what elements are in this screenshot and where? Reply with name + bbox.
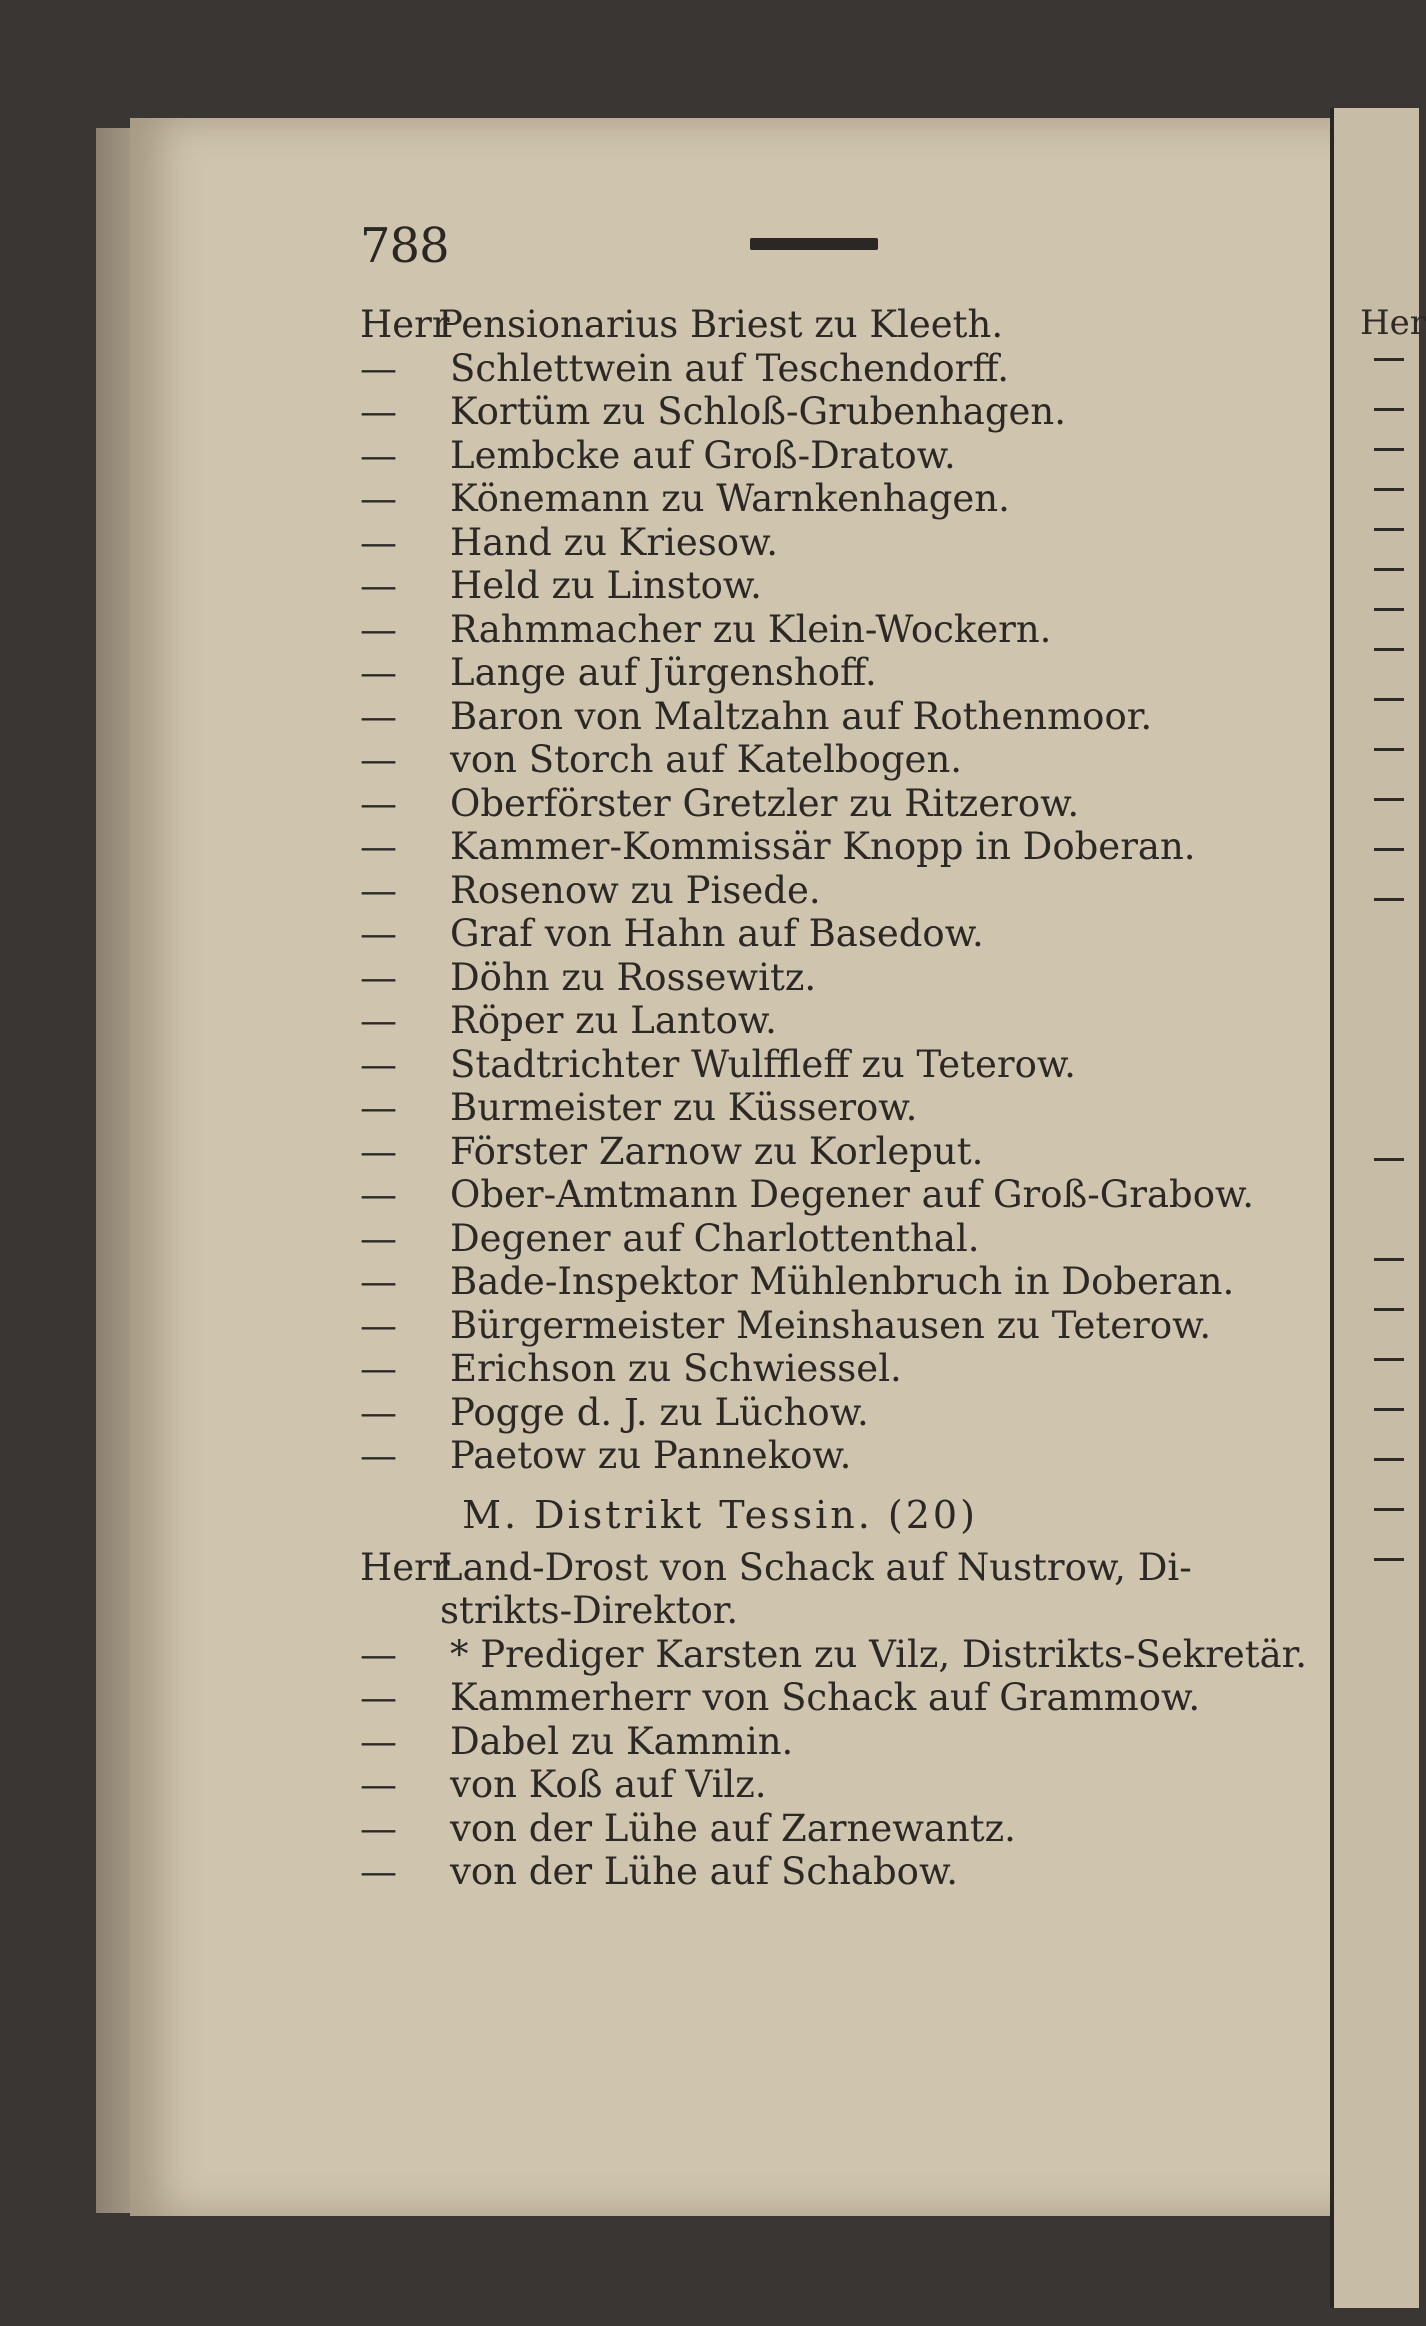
adjacent-dash — [1374, 1358, 1404, 1361]
adjacent-dash — [1374, 1508, 1404, 1511]
entry-prefix: — — [360, 825, 397, 868]
entry-text: Ober-Amtmann Degener auf Groß-Grabow. — [450, 1173, 1255, 1216]
entry-text: Bade-Inspektor Mühlenbruch in Doberan. — [450, 1260, 1235, 1303]
entry-prefix: — — [360, 1216, 397, 1260]
adjacent-dash — [1374, 408, 1404, 411]
adjacent-dash — [1374, 648, 1404, 651]
entry-text: Schlettwein auf Teschendorff. — [450, 346, 1010, 390]
entry-text: Erichson zu Schwiessel. — [450, 1347, 902, 1390]
adjacent-dash — [1374, 448, 1404, 451]
list-item — [360, 1043, 1320, 1087]
adjacent-dash — [1374, 1258, 1404, 1261]
list-item — [360, 1434, 1320, 1478]
list-item — [360, 608, 1320, 652]
adjacent-page — [1330, 108, 1426, 2308]
entry-text: Rosenow zu Pisede. — [450, 868, 821, 912]
entry-list — [360, 303, 1320, 1894]
entry-text: * Prediger Karsten zu Vilz, Distrikts-Sekretär. — [450, 1632, 1308, 1676]
adjacent-dash — [1374, 848, 1404, 851]
entry-text: Röper zu Lantow. — [450, 999, 777, 1042]
list-item — [360, 1217, 1320, 1261]
list-item — [360, 869, 1320, 913]
entry-text: Könemann zu Warnkenhagen. — [450, 477, 1010, 520]
list-item — [360, 1086, 1320, 1130]
entry-text: von der Lühe auf Schabow. — [450, 1850, 958, 1893]
adjacent-dash — [1374, 748, 1404, 751]
entry-prefix: — — [360, 1042, 397, 1086]
entry-text: Graf von Hahn auf Basedow. — [450, 912, 984, 955]
entry-text: Baron von Maltzahn auf Rothenmoor. — [450, 694, 1153, 738]
entry-text: strikts-Direktor. — [440, 1589, 739, 1632]
entry-text: Förster Zarnow zu Korleput. — [450, 1129, 984, 1173]
list-item — [360, 434, 1320, 478]
list-item — [360, 738, 1320, 782]
entry-prefix: — — [360, 781, 397, 825]
entry-prefix: — — [360, 1632, 397, 1676]
entry-text: Döhn zu Rossewitz. — [450, 955, 817, 999]
entry-text: Kammerherr von Schack auf Grammow. — [450, 1676, 1201, 1719]
entry-prefix: — — [360, 651, 397, 694]
list-item — [360, 1130, 1320, 1174]
list-item — [360, 782, 1320, 826]
entry-text: Oberförster Gretzler zu Ritzerow. — [450, 781, 1080, 825]
section-heading: M. Distrikt Tessin. (20) — [462, 1492, 978, 1537]
entry-text: Kortüm zu Schloß-Grubenhagen. — [450, 390, 1067, 433]
entry-text: Stadtrichter Wulffleff zu Teterow. — [450, 1042, 1076, 1086]
list-item — [360, 303, 1320, 347]
list-item — [360, 347, 1320, 391]
list-item — [360, 1260, 1320, 1304]
list-item — [360, 1173, 1320, 1217]
entry-text: von der Lühe auf Zarnewantz. — [450, 1806, 1016, 1850]
adjacent-dash — [1374, 1158, 1404, 1161]
entry-text: Burmeister zu Küsserow. — [450, 1086, 918, 1129]
list-item — [360, 1589, 1320, 1633]
entry-prefix: — — [360, 1173, 397, 1216]
list-item — [360, 1763, 1320, 1807]
list-item — [360, 1304, 1320, 1348]
entry-prefix: — — [360, 1676, 397, 1719]
entry-prefix: Herr — [360, 1545, 450, 1589]
adjacent-dash — [1374, 358, 1404, 361]
entry-text: Hand zu Kriesow. — [450, 520, 779, 564]
entry-text: Pogge d. J. zu Lüchow. — [450, 1390, 869, 1434]
list-item — [360, 1720, 1320, 1764]
list-item — [360, 1546, 1320, 1590]
entry-prefix: — — [360, 1850, 397, 1893]
entry-text: Bürgermeister Meinshausen zu Teterow. — [450, 1303, 1212, 1347]
entry-text: Pensionarius Briest zu Kleeth. — [438, 303, 1004, 346]
list-item — [360, 1347, 1320, 1391]
list-item — [360, 477, 1320, 521]
list-item — [360, 1807, 1320, 1851]
adjacent-dash — [1374, 488, 1404, 491]
list-item — [360, 1633, 1320, 1677]
header-ornament — [750, 238, 878, 250]
list-item — [360, 695, 1320, 739]
entry-prefix: Herr — [360, 303, 450, 346]
adjacent-dash — [1374, 608, 1404, 611]
entry-prefix: — — [360, 433, 397, 477]
adjacent-dash — [1374, 1408, 1404, 1411]
adjacent-dash — [1374, 1458, 1404, 1461]
entry-text: von Koß auf Vilz. — [450, 1763, 767, 1806]
entry-prefix: — — [360, 520, 397, 564]
entry-text: Kammer-Kommissär Knopp in Doberan. — [450, 825, 1196, 868]
list-item — [360, 651, 1320, 695]
entry-text: von Storch auf Katelbogen. — [450, 738, 963, 781]
adjacent-dash — [1374, 568, 1404, 571]
entry-prefix: — — [360, 868, 397, 912]
entry-prefix: — — [360, 1390, 397, 1434]
list-item — [360, 912, 1320, 956]
entry-prefix: — — [360, 1806, 397, 1850]
entry-text: Dabel zu Kammin. — [450, 1719, 794, 1763]
entry-prefix: — — [360, 1434, 397, 1477]
entry-prefix: — — [360, 738, 397, 781]
entry-text: Lange auf Jürgenshoff. — [450, 651, 877, 694]
entry-prefix: — — [360, 999, 397, 1042]
adjacent-dash — [1374, 528, 1404, 531]
entry-prefix: — — [360, 1347, 397, 1390]
entry-prefix: — — [360, 694, 397, 738]
entry-prefix: — — [360, 1129, 397, 1173]
entry-prefix: — — [360, 1763, 397, 1806]
adjacent-dash — [1374, 798, 1404, 801]
entry-text: Land-Drost von Schack auf Nustrow, Di- — [438, 1545, 1192, 1589]
list-item — [360, 956, 1320, 1000]
list-item — [360, 390, 1320, 434]
entry-prefix: — — [360, 955, 397, 999]
adjacent-dash — [1374, 698, 1404, 701]
entry-prefix: — — [360, 1303, 397, 1347]
adjacent-dash — [1374, 1308, 1404, 1311]
list-item — [360, 521, 1320, 565]
entry-prefix: — — [360, 390, 397, 433]
entry-prefix: — — [360, 346, 397, 390]
entry-text: Paetow zu Pannekow. — [450, 1434, 852, 1477]
list-item — [360, 1676, 1320, 1720]
entry-prefix: — — [360, 477, 397, 520]
list-item — [360, 1391, 1320, 1435]
adjacent-page-fragment: Her — [1360, 303, 1426, 343]
entry-text: Held zu Linstow. — [450, 564, 762, 607]
entry-prefix: — — [360, 607, 397, 651]
list-item — [360, 564, 1320, 608]
list-item — [360, 999, 1320, 1043]
list-item — [360, 825, 1320, 869]
adjacent-dash — [1374, 898, 1404, 901]
entry-text: Lembcke auf Groß-Dratow. — [450, 433, 956, 477]
adjacent-dash — [1374, 1558, 1404, 1561]
entry-prefix: — — [360, 1719, 397, 1763]
entry-text: Rahmmacher zu Klein-Wockern. — [450, 607, 1052, 651]
entry-prefix: — — [360, 1086, 397, 1129]
entry-text: Degener auf Charlottenthal. — [450, 1216, 980, 1260]
entry-prefix: — — [360, 564, 397, 607]
entry-prefix: — — [360, 912, 397, 955]
list-item — [360, 1850, 1320, 1894]
entry-prefix: — — [360, 1260, 397, 1303]
page-number: 788 — [360, 218, 449, 274]
